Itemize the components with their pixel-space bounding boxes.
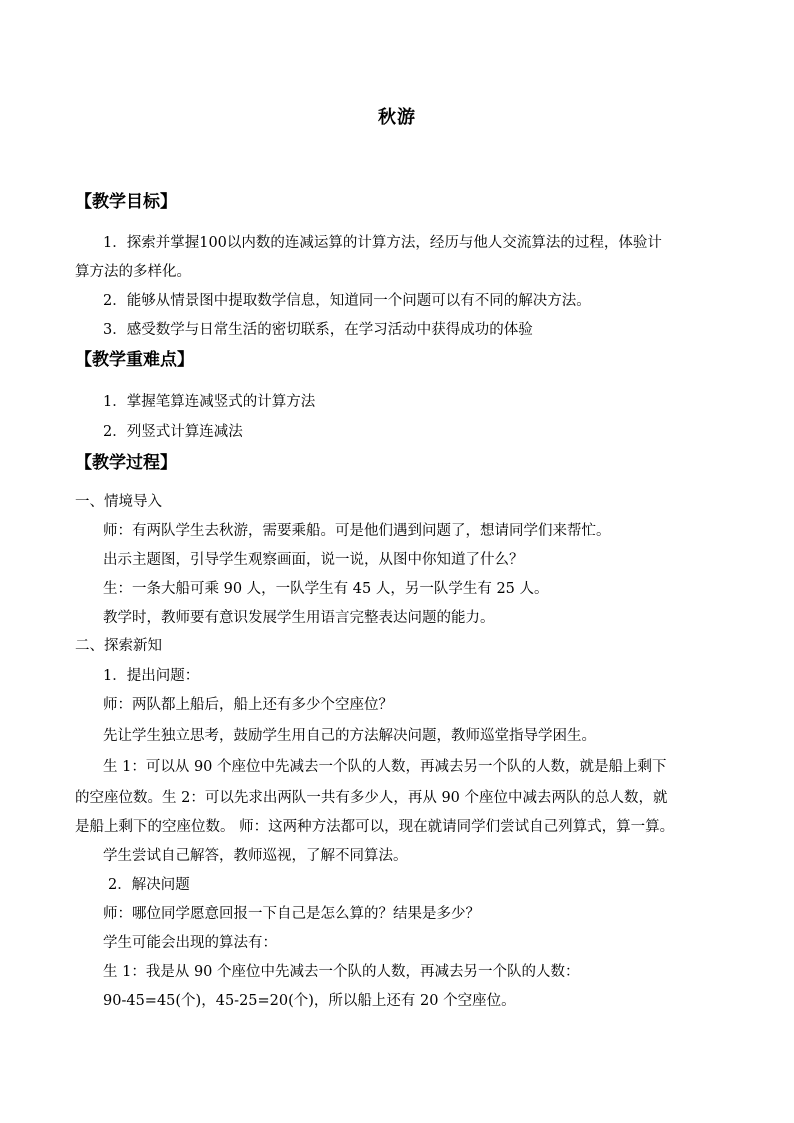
goals-heading: 【教学目标】 (75, 192, 177, 212)
part1-line-4: 教学时，教师要有意识发展学生用语言完整表达问题的能力。 (103, 610, 495, 626)
part2-line-12: 90-45=45(个)，45-25=20(个)，所以船上还有 20 个空座位。 (103, 993, 516, 1009)
part2-line-10: 学生可能会出现的算法有： (103, 935, 277, 951)
part2-line-3: 先让学生独立思考，鼓励学生用自己的方法解决问题，教师巡堂指导学困生。 (103, 728, 596, 744)
goal-line-1: 1．探索并掌握100以内数的连减运算的计算方法，经历与他人交流算法的过程，体验计 (103, 235, 662, 251)
key-point-2: 2．列竖式计算连减法 (103, 424, 243, 440)
part2-heading: 二、探索新知 (75, 638, 162, 654)
part1-line-1: 师：有两队学生去秋游，需要乘船。可是他们遇到问题了，想请同学们来帮忙。 (103, 523, 611, 539)
part2-line-4: 生 1：可以从 90 个座位中先减去一个队的人数，再减去另一个队的人数，就是船上剩下 (103, 759, 667, 775)
key-point-1: 1．掌握笔算连减竖式的计算方法 (103, 394, 316, 410)
part2-line-7: 学生尝试自己解答，教师巡视，了解不同算法。 (103, 848, 408, 864)
part1-line-2: 出示主题图，引导学生观察画面，说一说，从图中你知道了什么？ (103, 552, 524, 568)
part2-line-9: 师：哪位同学愿意回报一下自己是怎么算的？结果是多少？ (103, 906, 480, 922)
part1-heading: 一、情境导入 (75, 494, 162, 510)
part2-line-11: 生 1：我是从 90 个座位中先减去一个队的人数，再减去另一个队的人数： (103, 964, 580, 980)
document-title: 秋游 (378, 107, 416, 128)
part2-line-1: 1．提出问题： (103, 668, 200, 684)
part2-line-8: 2．解决问题 (108, 877, 190, 893)
part2-line-6: 是船上剩下的空座位数。 师：这两种方法都可以，现在就请同学们尝试自己列算式，算一算。 (75, 819, 675, 835)
goal-line-1-cont: 算方法的多样化。 (75, 264, 191, 280)
process-heading: 【教学过程】 (75, 453, 177, 473)
goal-line-2: 2．能够从情景图中提取数学信息，知道同一个问题可以有不同的解决方法。 (103, 293, 591, 309)
part1-line-3: 生：一条大船可乘 90 人，一队学生有 45 人，另一队学生有 25 人。 (103, 581, 549, 597)
part2-line-2: 师：两队都上船后，船上还有多少个空座位？ (103, 697, 393, 713)
key-points-heading: 【教学重难点】 (75, 350, 194, 370)
part2-line-5: 的空座位数。生 2：可以先求出两队一共有多少人，再从 90 个座位中减去两队的总人数，就 (75, 790, 668, 806)
goal-line-3: 3．感受数学与日常生活的密切联系，在学习活动中获得成功的体验 (103, 322, 533, 338)
